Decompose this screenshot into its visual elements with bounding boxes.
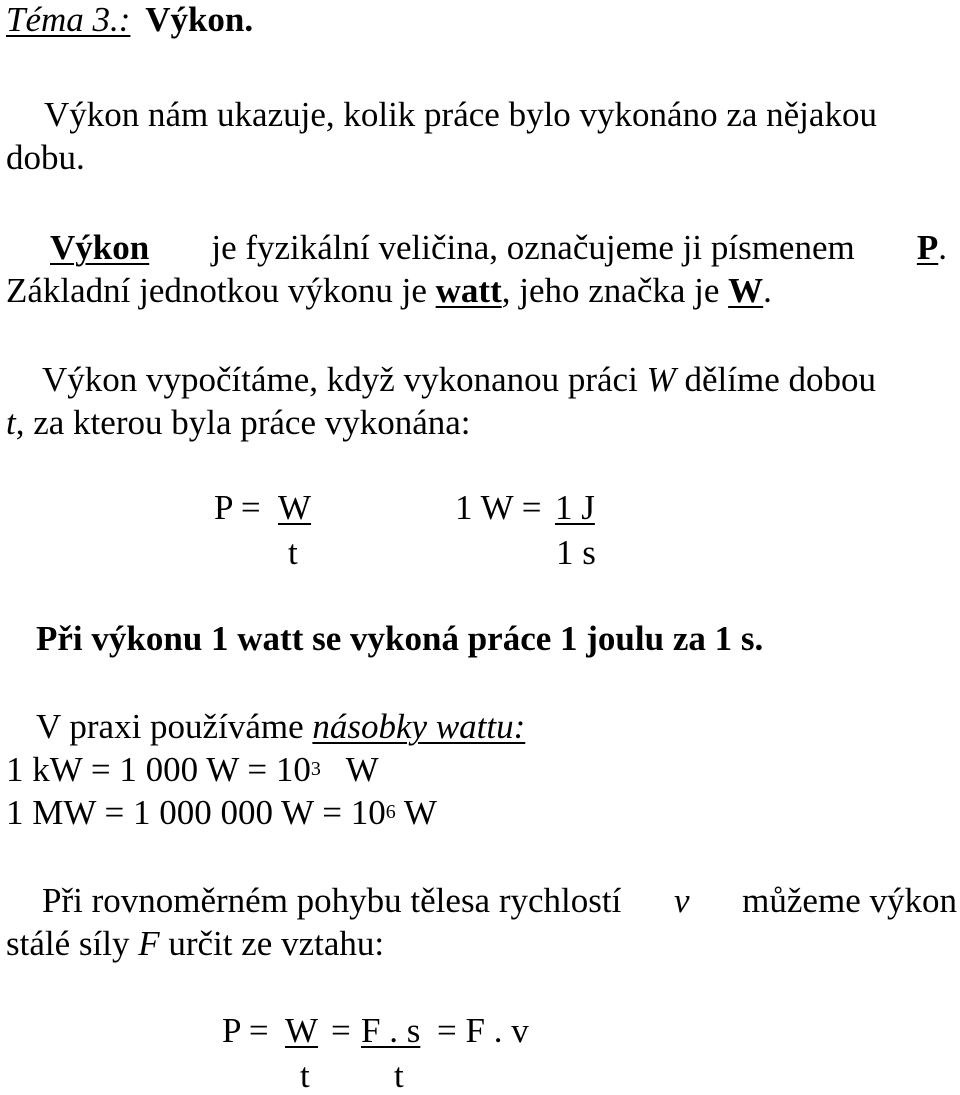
formula2-w: W [285,1011,319,1050]
formula-text-line-1: Výkon vypočítáme, když vykonanou práci W dělíme dobou [42,360,876,399]
bold-statement: Při výkonu 1 watt se vykoná práce 1 joulu za 1 s. [36,619,764,658]
formula2-p-eq: P = [222,1011,269,1050]
formula2-eq2: = F . v [437,1011,529,1050]
definition-text: je fyzikální veličina, označujeme ji písmenem [211,228,855,267]
formula-unit-lhs: 1 W = [455,488,542,527]
title-topic: Výkon. [145,0,254,39]
title-label: Téma 3.: [6,0,131,39]
formula-text-line-2: t, za kterou byla práce vykonána: [6,403,471,442]
formula2-eq1: = [331,1011,351,1050]
formula-power-denominator: t [288,533,298,572]
multiples-intro: V praxi používáme násobky wattu: [36,707,526,746]
formula2-fs: F . s [361,1011,421,1050]
intro-line-2: dobu. [6,138,85,177]
formula-unit-denominator: 1 s [556,533,596,572]
multiples-mw: 1 MW = 1 000 000 $W = 10^6$ W [6,793,437,832]
formula2-t1: t [300,1056,310,1095]
formula2-t2: t [394,1056,404,1095]
formula-power-numerator: W [278,488,312,527]
uniform-motion-line-1: Při rovnoměrném pohybu tělesa rychlostí v můžeme výkon [42,881,957,920]
multiples-kw: 1 kW = 1 000 $W = 10^3$ W [6,750,379,789]
uniform-motion-line-2: stálé síly F určit ze vztahu: [6,924,385,963]
page-title [6,2,253,37]
definition-symbol: P [916,228,939,267]
unit-name: watt [435,271,502,310]
unit-symbol: W [728,271,764,310]
formula-unit-numerator: 1 J [555,488,595,527]
intro-line-1: Výkon nám ukazuje, kolik práce bylo vykonáno za nějakou [44,95,877,134]
definition-line-1: Výkon je fyzikální veličina, označujeme ji písmenem P. [50,228,947,267]
formula-power-lhs: P = [214,488,261,527]
definition-line-2: Základní jednotkou výkonu je watt, jeho značka je W. [6,271,772,310]
definition-term: Výkon [50,228,150,267]
